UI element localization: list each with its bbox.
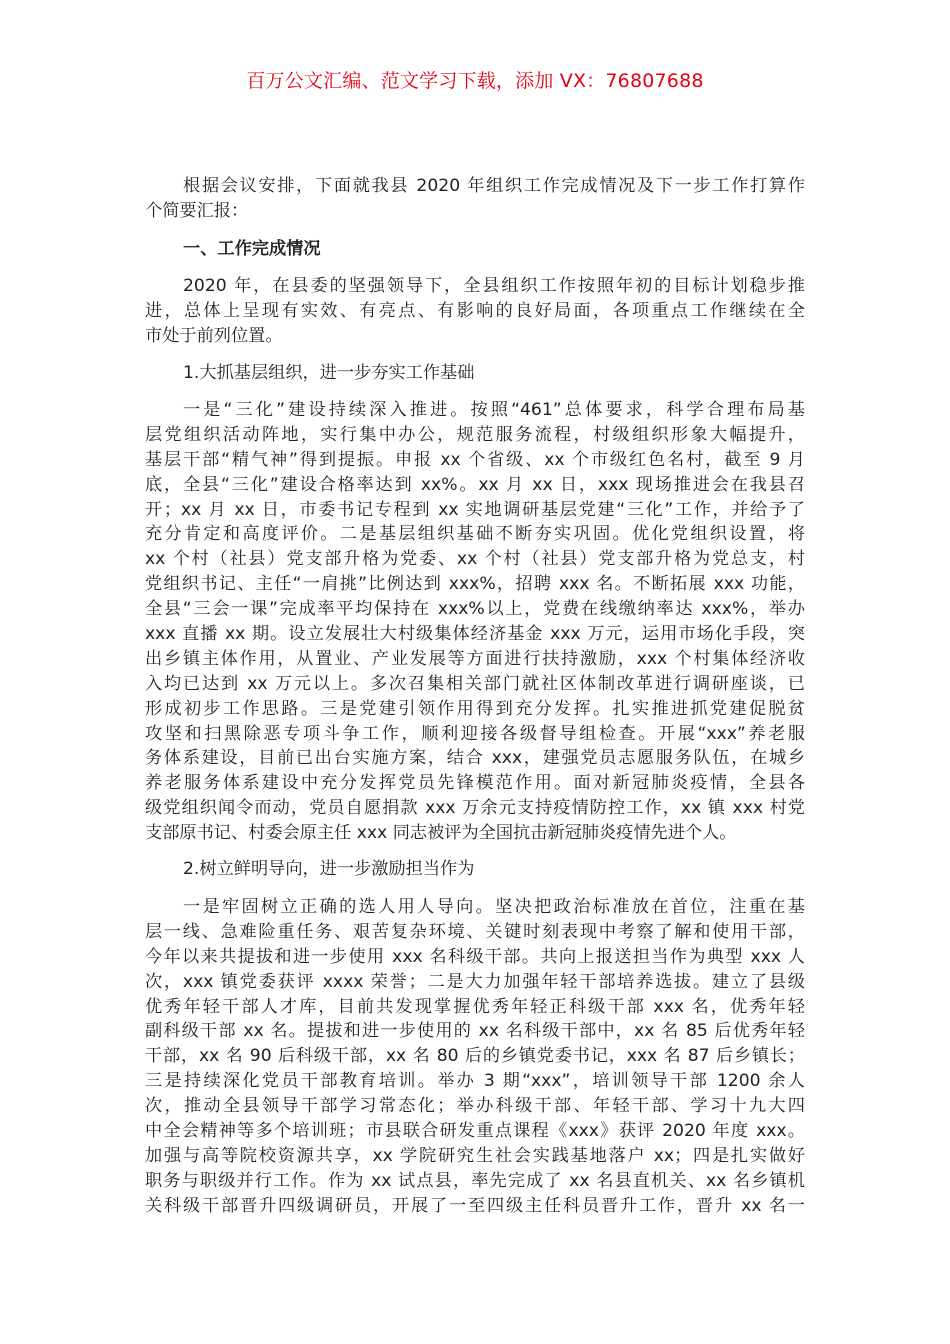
subheading-text: 2.树立鲜明导向，进一步激励担当作为 [183, 859, 475, 879]
text-line: 一是牢固树立正确的选人用人导向。坚决把政治标准放在首位，注重在基 [183, 897, 805, 917]
text-line: xx 个村（社县）党支部升格为党委、xx 个村（社县）党支部升格为党总支，村 [145, 549, 805, 570]
text-line: 充分肯定和高度评价。二是基层组织基础不断夯实巩固。优化党组织设置，将 [145, 524, 805, 545]
sub1-paragraph [145, 398, 805, 846]
text-line: 层党组织活动阵地，实行集中办公，规范服务流程，村级组织形象大幅提升， [145, 424, 805, 445]
section-heading [145, 237, 805, 262]
text-line: 职务与职级并行工作。作为 xx 试点县，率先完成了 xx 名县直机关、xx 名乡镇机 [145, 1170, 805, 1191]
text-line: 形成初步工作思路。三是党建引领作用得到充分发挥。扎实推进抓党建促脱贫 [145, 698, 805, 719]
text-line: 次，xxx 镇党委获评 xxxx 荣誉；二是大力加强年轻干部培养选拔。建立了县级 [145, 971, 805, 992]
text-line: 市处于前列位置。 [145, 325, 283, 346]
text-line: 级党组织闻令而动，党员自愿捐款 xxx 万余元支持疫情防控工作，xx 镇 xxx 村党 [145, 798, 805, 819]
watermark-banner: 百万公文汇编、范文学习下载，添加 VX：76807688 [246, 70, 704, 92]
text-line: 全县“三会一课”完成率平均保持在 xxx%以上，党费在线缴纳率达 xxx%，举办 [145, 599, 805, 620]
text-line: 一是“三化”建设持续深入推进。按照“461”总体要求，科学合理布局基 [183, 400, 805, 420]
sub2-paragraph [145, 895, 805, 1219]
text-line: 层一线、急难险重任务、艰苦复杂环境、关键时刻表现中考察了解和使用干部， [145, 921, 805, 942]
text-line: 攻坚和扫黑除恶专项斗争工作，顺利迎接各级督导组检查。开展“xxx”养老服 [145, 723, 805, 744]
text-line: 支部原书记、村委会原主任 xxx 同志被评为全国抗击新冠肺炎疫情先进个人。 [145, 823, 737, 844]
text-line: 个简要汇报： [145, 200, 249, 221]
subheading-2 [145, 857, 805, 882]
text-line: 干部，xx 名 90 后科级干部，xx 名 80 后的乡镇党委书记，xxx 名 87 后乡镇长； [145, 1046, 805, 1067]
text-line: 出乡镇主体作用，从置业、产业发展等方面进行扶持激励，xxx 个村集体经济收 [145, 648, 805, 669]
text-line: 基层干部“精气神”得到提振。申报 xx 个省级、xx 个市级红色名村，截至 9 月 [145, 449, 805, 470]
text-line: 党组织书记、主任“一肩挑”比例达到 xxx%，招聘 xxx 名。不断拓展 xxx 功能， [145, 574, 805, 595]
text-line: 三是持续深化党员干部教育培训。举办 3 期“xxx”，培训领导干部 1200 余人 [145, 1071, 805, 1092]
text-line: 优秀年轻干部人才库，目前共发现掌握优秀年轻正科级干部 xxx 名，优秀年轻 [145, 996, 805, 1017]
text-line: xxx 直播 xx 期。设立发展壮大村级集体经济基金 xxx 万元，运用市场化手段，突 [145, 624, 805, 645]
heading-text: 一、工作完成情况 [183, 239, 321, 259]
text-line: 加强与高等院校资源共享，xx 学院研究生社会实践基地落户 xx；四是扎实做好 [145, 1145, 805, 1166]
intro-paragraph [145, 174, 805, 224]
text-line: 今年以来共提拔和进一步使用 xxx 名科级干部。共向上报送担当作为典型 xxx 人 [145, 946, 805, 967]
text-line: 底，全县“三化”建设合格率达到 xx%。xx 月 xx 日，xxx 现场推进会在我县召 [145, 474, 805, 495]
text-line: 入均已达到 xx 万元以上。多次召集相关部门就社区体制改革进行调研座谈，已 [145, 673, 805, 694]
text-line: 关科级干部晋升四级调研员，开展了一至四级主任科员晋升工作，晋升 xx 名一 [145, 1195, 805, 1216]
overview-paragraph [145, 274, 805, 349]
text-line: 进，总体上呈现有实效、有亮点、有影响的良好局面，各项重点工作继续在全 [145, 300, 805, 321]
text-line: 务体系建设，目前已出台实施方案，结合 xxx，建强党员志愿服务队伍，在城乡 [145, 748, 805, 769]
subheading-1 [145, 361, 805, 386]
text-line: 养老服务体系建设中充分发挥党员先锋模范作用。面对新冠肺炎疫情，全县各 [145, 773, 805, 794]
text-line: 次，推动全县领导干部学习常态化；举办科级干部、年轻干部、学习十九大四 [145, 1096, 805, 1117]
text-line: 2020 年，在县委的坚强领导下，全县组织工作按照年初的目标计划稳步推 [183, 276, 805, 296]
text-line: 中全会精神等多个培训班；市县联合研发重点课程《xxx》获评 2020 年度 xxx。 [145, 1121, 805, 1142]
text-line: 开；xx 月 xx 日，市委书记专程到 xx 实地调研基层党建“三化”工作，并给予了 [145, 499, 805, 520]
subheading-text: 1.大抓基层组织，进一步夯实工作基础 [183, 363, 475, 383]
text-line: 副科级干部 xx 名。提拔和进一步使用的 xx 名科级干部中，xx 名 85 后优秀年轻 [145, 1021, 805, 1042]
text-line: 根据会议安排，下面就我县 2020 年组织工作完成情况及下一步工作打算作 [183, 176, 805, 196]
